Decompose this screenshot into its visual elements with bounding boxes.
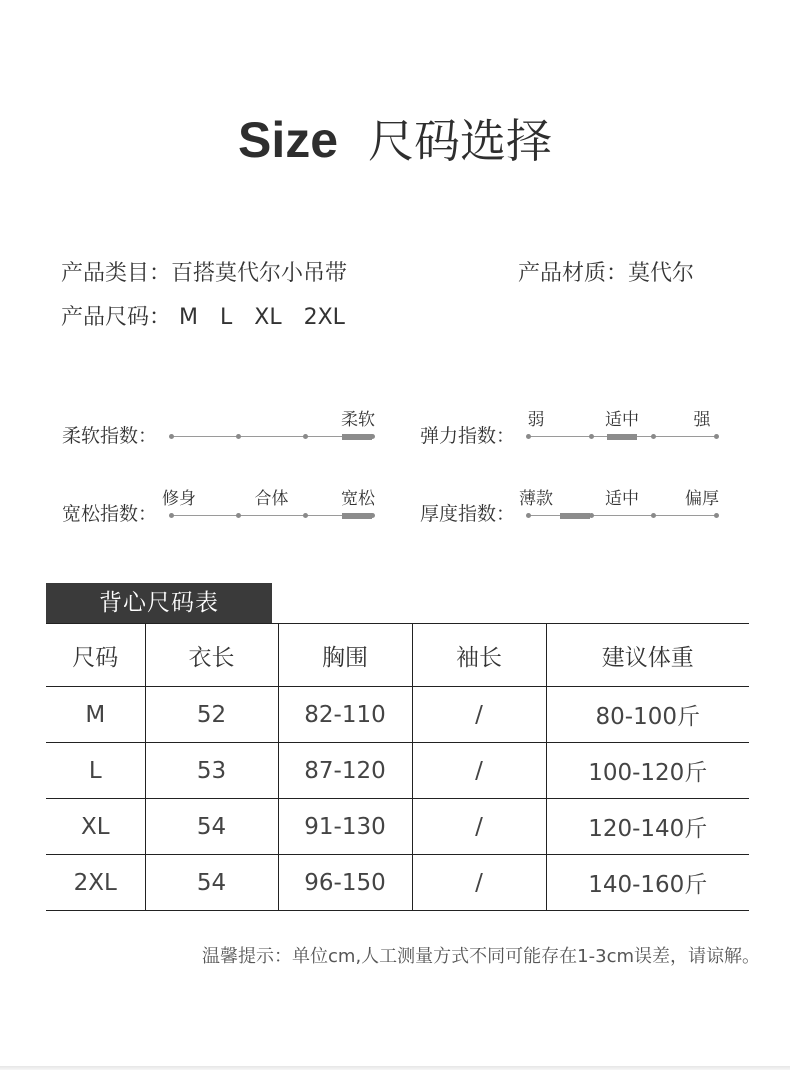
thickness-tick-dot — [714, 513, 719, 518]
table-cell: 91-130 — [278, 799, 412, 855]
table-cell: 96-150 — [278, 855, 412, 911]
table-cell: M — [46, 687, 145, 743]
fit-tick-dot — [236, 513, 241, 518]
size-option: 2XL — [303, 305, 345, 330]
elasticity-label: 弹力指数： — [420, 425, 516, 447]
table-cell: 100-120斤 — [546, 743, 749, 799]
table-row — [46, 687, 749, 743]
softness-tick-dot — [169, 434, 174, 439]
elasticity-tick-dot — [526, 434, 531, 439]
table-title: 背心尺码表 — [46, 583, 272, 623]
table-cell: / — [412, 687, 546, 743]
measurement-note: 温馨提示：单位cm,人工测量方式不同可能存在1-3cm误差，请谅解。 — [202, 946, 760, 967]
bottom-divider — [0, 1066, 790, 1070]
fit-tick-label: 修身 — [162, 489, 196, 509]
softness-label: 柔软指数： — [62, 425, 158, 447]
table-cell: 120-140斤 — [546, 799, 749, 855]
size-table — [46, 623, 749, 911]
table-header-cell: 胸围 — [278, 624, 412, 687]
thickness-tick-label: 适中 — [605, 489, 639, 509]
table-cell: 2XL — [46, 855, 145, 911]
elasticity-tick-dot — [714, 434, 719, 439]
table-row — [46, 743, 749, 799]
table-cell: / — [412, 855, 546, 911]
table-cell: 54 — [145, 799, 278, 855]
table-header-row — [46, 624, 749, 687]
table-cell: L — [46, 743, 145, 799]
size-option: M — [179, 305, 198, 330]
size-option: L — [220, 305, 233, 330]
category-info — [61, 256, 347, 287]
softness-selected-marker — [342, 434, 372, 440]
table-row — [46, 855, 749, 911]
fit-label: 宽松指数： — [62, 503, 158, 525]
category-value: 百搭莫代尔小吊带 — [171, 261, 348, 286]
page-title — [0, 105, 790, 171]
table-cell: 87-120 — [278, 743, 412, 799]
table-cell: XL — [46, 799, 145, 855]
category-label: 产品类目： — [61, 261, 172, 286]
table-header-cell: 衣长 — [145, 624, 278, 687]
table-cell: 80-100斤 — [546, 687, 749, 743]
title-english: Size — [237, 112, 339, 168]
elasticity-tick-dot — [589, 434, 594, 439]
table-header-cell: 尺码 — [46, 624, 145, 687]
table-cell: 53 — [145, 743, 278, 799]
fit-tick-dot — [303, 513, 308, 518]
fit-selected-marker — [342, 513, 372, 519]
table-cell: / — [412, 799, 546, 855]
elasticity-tick-label: 适中 — [605, 410, 639, 430]
title-chinese: 尺码选择 — [368, 114, 553, 168]
size-option: XL — [254, 305, 282, 330]
fit-tick-label: 宽松 — [341, 489, 375, 509]
table-header-cell: 建议体重 — [546, 624, 749, 687]
softness-tick-dot — [236, 434, 241, 439]
thickness-tick-dot — [526, 513, 531, 518]
fit-tick-dot — [169, 513, 174, 518]
table-row — [46, 799, 749, 855]
elasticity-tick-label: 强 — [693, 410, 711, 430]
fit-tick-label: 合体 — [254, 489, 289, 509]
material-info — [518, 256, 694, 287]
sizes-info — [61, 300, 367, 331]
table-cell: 140-160斤 — [546, 855, 749, 911]
softness-tick-dot — [370, 434, 375, 439]
thickness-selected-marker — [560, 513, 590, 519]
material-label: 产品材质： — [518, 261, 629, 286]
thickness-tick-dot — [589, 513, 594, 518]
fit-tick-dot — [370, 513, 375, 518]
elasticity-tick-dot — [651, 434, 656, 439]
table-cell: 54 — [145, 855, 278, 911]
softness-tick-label: 柔软 — [341, 410, 375, 430]
material-value: 莫代尔 — [628, 261, 695, 286]
table-cell: 82-110 — [278, 687, 412, 743]
elasticity-selected-marker — [607, 434, 637, 440]
softness-tick-dot — [303, 434, 308, 439]
sizes-label: 产品尺码： — [61, 305, 172, 330]
thickness-label: 厚度指数： — [420, 503, 516, 525]
table-header-cell: 袖长 — [412, 624, 546, 687]
thickness-tick-label: 偏厚 — [685, 489, 719, 509]
thickness-tick-label: 薄款 — [519, 489, 553, 509]
elasticity-tick-label: 弱 — [527, 410, 545, 430]
thickness-scale-line — [528, 515, 716, 516]
table-cell: / — [412, 743, 546, 799]
thickness-tick-dot — [651, 513, 656, 518]
table-cell: 52 — [145, 687, 278, 743]
